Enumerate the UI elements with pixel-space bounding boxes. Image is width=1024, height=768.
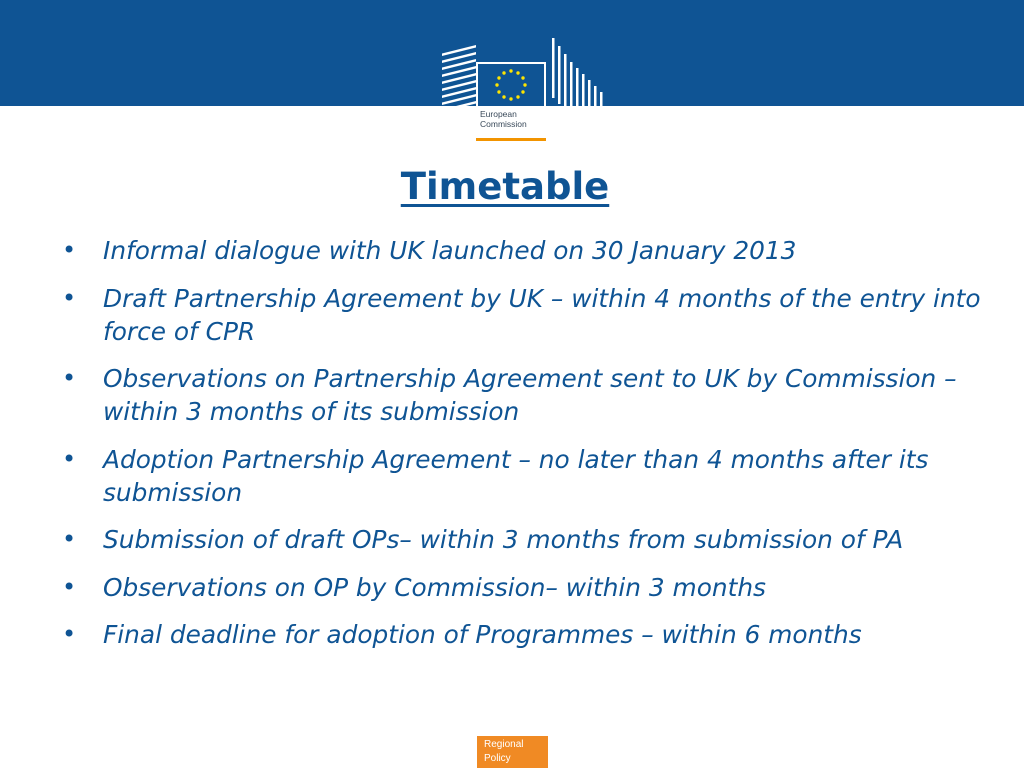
- bullet-icon: •: [62, 236, 77, 264]
- bullet-icon: •: [62, 620, 77, 648]
- logo-underline: [476, 138, 546, 141]
- logo-line-2: Commission: [480, 119, 527, 129]
- bullet-text: Informal dialogue with UK launched on 30 January 2013: [103, 236, 797, 265]
- bullet-icon: •: [62, 572, 77, 601]
- bullet-item: [62, 618, 1020, 651]
- bullet-icon: •: [62, 283, 77, 312]
- european-commission-logo: [440, 28, 608, 142]
- bullet-text: Draft Partnership Agreement by UK – within 4 months of the entry into force of CPR: [103, 283, 981, 346]
- bullet-list: [62, 234, 1020, 666]
- bullet-icon: •: [62, 525, 77, 553]
- footer-tag-line-1: Regional: [484, 739, 524, 750]
- bullet-icon: •: [62, 444, 77, 473]
- bullet-icon: •: [62, 364, 77, 392]
- bullet-text: Final deadline for adoption of Programmes – within 6 months: [103, 620, 862, 649]
- bullet-text: Submission of draft OPs– within 3 months from submission of PA: [103, 525, 904, 554]
- bullet-item: [62, 443, 1020, 509]
- bullet-item: [62, 234, 1020, 267]
- logo-line-1: European: [480, 109, 517, 119]
- footer-tag-line-2: Policy: [484, 753, 511, 764]
- bullet-text: Adoption Partnership Agreement – no later than 4 months after its submission: [103, 444, 929, 507]
- bullet-item: [62, 282, 1020, 348]
- bullet-item: [62, 571, 1020, 604]
- bullet-item: [62, 362, 1020, 428]
- bullet-text: Observations on OP by Commission– within 3 months: [103, 572, 766, 602]
- bullet-text: Observations on Partnership Agreement sent to UK by Commission – within 3 months of its submission: [103, 364, 957, 426]
- slide-title: Timetable: [400, 165, 610, 208]
- bullet-item: [62, 523, 1020, 556]
- logo-wordmark: [476, 106, 546, 138]
- regional-policy-tag: [477, 736, 548, 768]
